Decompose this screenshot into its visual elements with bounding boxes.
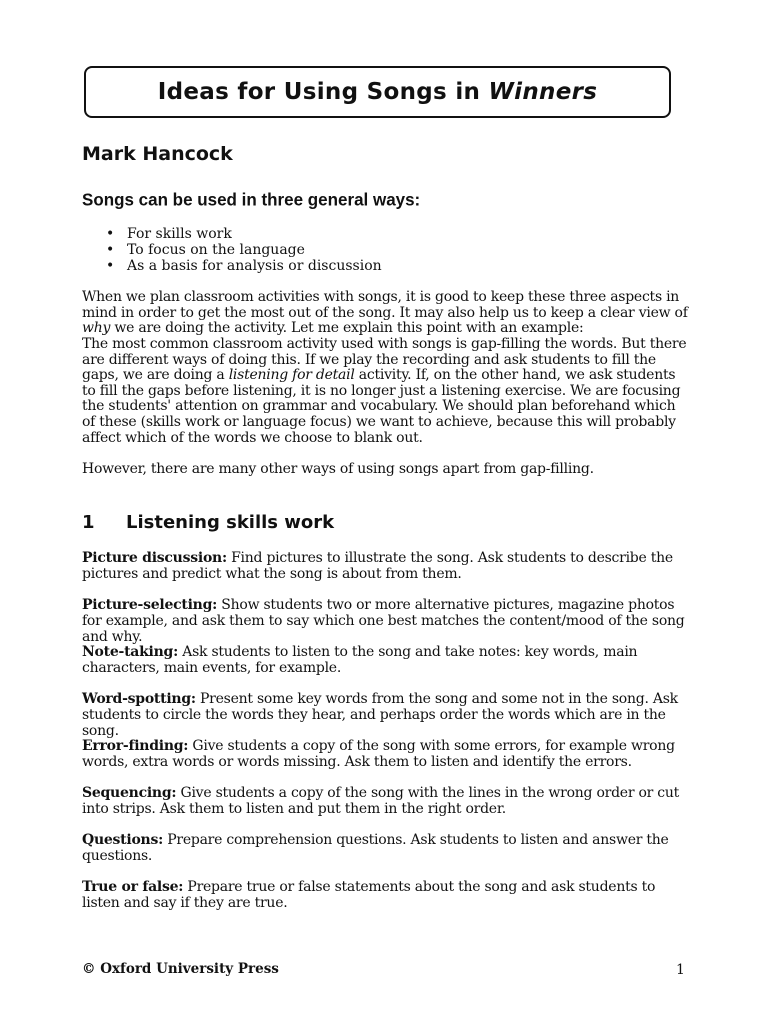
page-title-italic: Winners [488,79,598,105]
activity-term: Picture discussion: [82,550,227,566]
ways-list [82,226,382,274]
activity-text: Find pictures to illustrate the song. Ask students to describe the pictures and predict what the song is about from them. [82,550,673,582]
activity-term: Error-finding: [82,738,189,754]
activity-term: Picture-selecting: [82,597,218,613]
activity-item [82,644,692,676]
paragraph-2-emphasis: listening for detail [228,367,355,384]
list-item: • For skills work [82,226,382,242]
activity-item [82,691,692,739]
activity-item [82,832,692,864]
paragraph-2-text-end: activity. If, on the other hand, we ask students to fill the gaps before listening, it is no longer just a listening exercise. We are focusing the students' attention on grammar and vocabulary. We should plan beforehand which of these (skills work or language focus) we want to achieve, because this will probably affect which of the words we choose to blank out. [82,367,681,446]
activity-item [82,879,692,911]
activity-text: Present some key words from the song and some not in the song. Ask students to circle the words they hear, and perhaps order the words which are in the song. [82,691,678,739]
copyright-notice: © Oxford University Press [82,961,279,977]
activity-text: Show students two or more alternative pictures, magazine photos for example, and ask them to say which one best matches the content/mood of the song and why. [82,597,685,645]
page-title-main: Ideas for Using Songs in [157,79,489,105]
paragraph-3: However, there are many other ways of using songs apart from gap-filling. [82,461,594,477]
paragraph-1 [82,290,692,337]
paragraph-1-text: When we plan classroom activities with songs, it is good to keep these three aspects in mind in order to get the most out of the song. It may also help us to keep a clear view of [82,289,688,321]
author-name: Mark Hancock [82,143,233,165]
section-heading [82,512,334,533]
activity-item [82,785,692,817]
intro-heading: Songs can be used in three general ways: [82,190,421,210]
title-box [84,66,671,118]
page-number: 1 [676,962,685,978]
activity-item [82,597,692,645]
section-title: Listening skills work [126,512,335,533]
list-item: • To focus on the language [82,242,382,258]
activity-term: Word-spotting: [82,691,196,707]
activity-text: Prepare true or false statements about the song and ask students to listen and say if they are true. [82,879,656,911]
activity-text: Give students a copy of the song with some errors, for example wrong words, extra words or words missing. Ask them to listen and identify the errors. [82,738,675,770]
activity-term: Note-taking: [82,644,179,660]
activity-text: Give students a copy of the song with the lines in the wrong order or cut into strips. Ask them to listen and put them in the right order. [82,785,680,817]
page-title [158,79,598,105]
activity-term: Sequencing: [82,785,177,801]
activity-item [82,550,692,582]
paragraph-1-text-end: we are doing the activity. Let me explain this point with an example: [110,320,584,337]
section-number: 1 [82,512,95,533]
paragraph-1-emphasis: why [82,320,111,337]
activity-term: True or false: [82,879,184,895]
activity-term: Questions: [82,832,164,848]
activity-text: Ask students to listen to the song and take notes: key words, main characters, main events, for example. [82,644,638,676]
paragraph-2 [82,337,692,446]
activity-text: Prepare comprehension questions. Ask students to listen and answer the questions. [82,832,669,864]
list-item: • As a basis for analysis or discussion [82,258,382,274]
activity-item [82,738,692,770]
paragraph-2-text: The most common classroom activity used with songs is gap-filling the words. But there are different ways of doing this. If we play the recording and ask students to fill the gaps, we are doing a [82,336,687,384]
